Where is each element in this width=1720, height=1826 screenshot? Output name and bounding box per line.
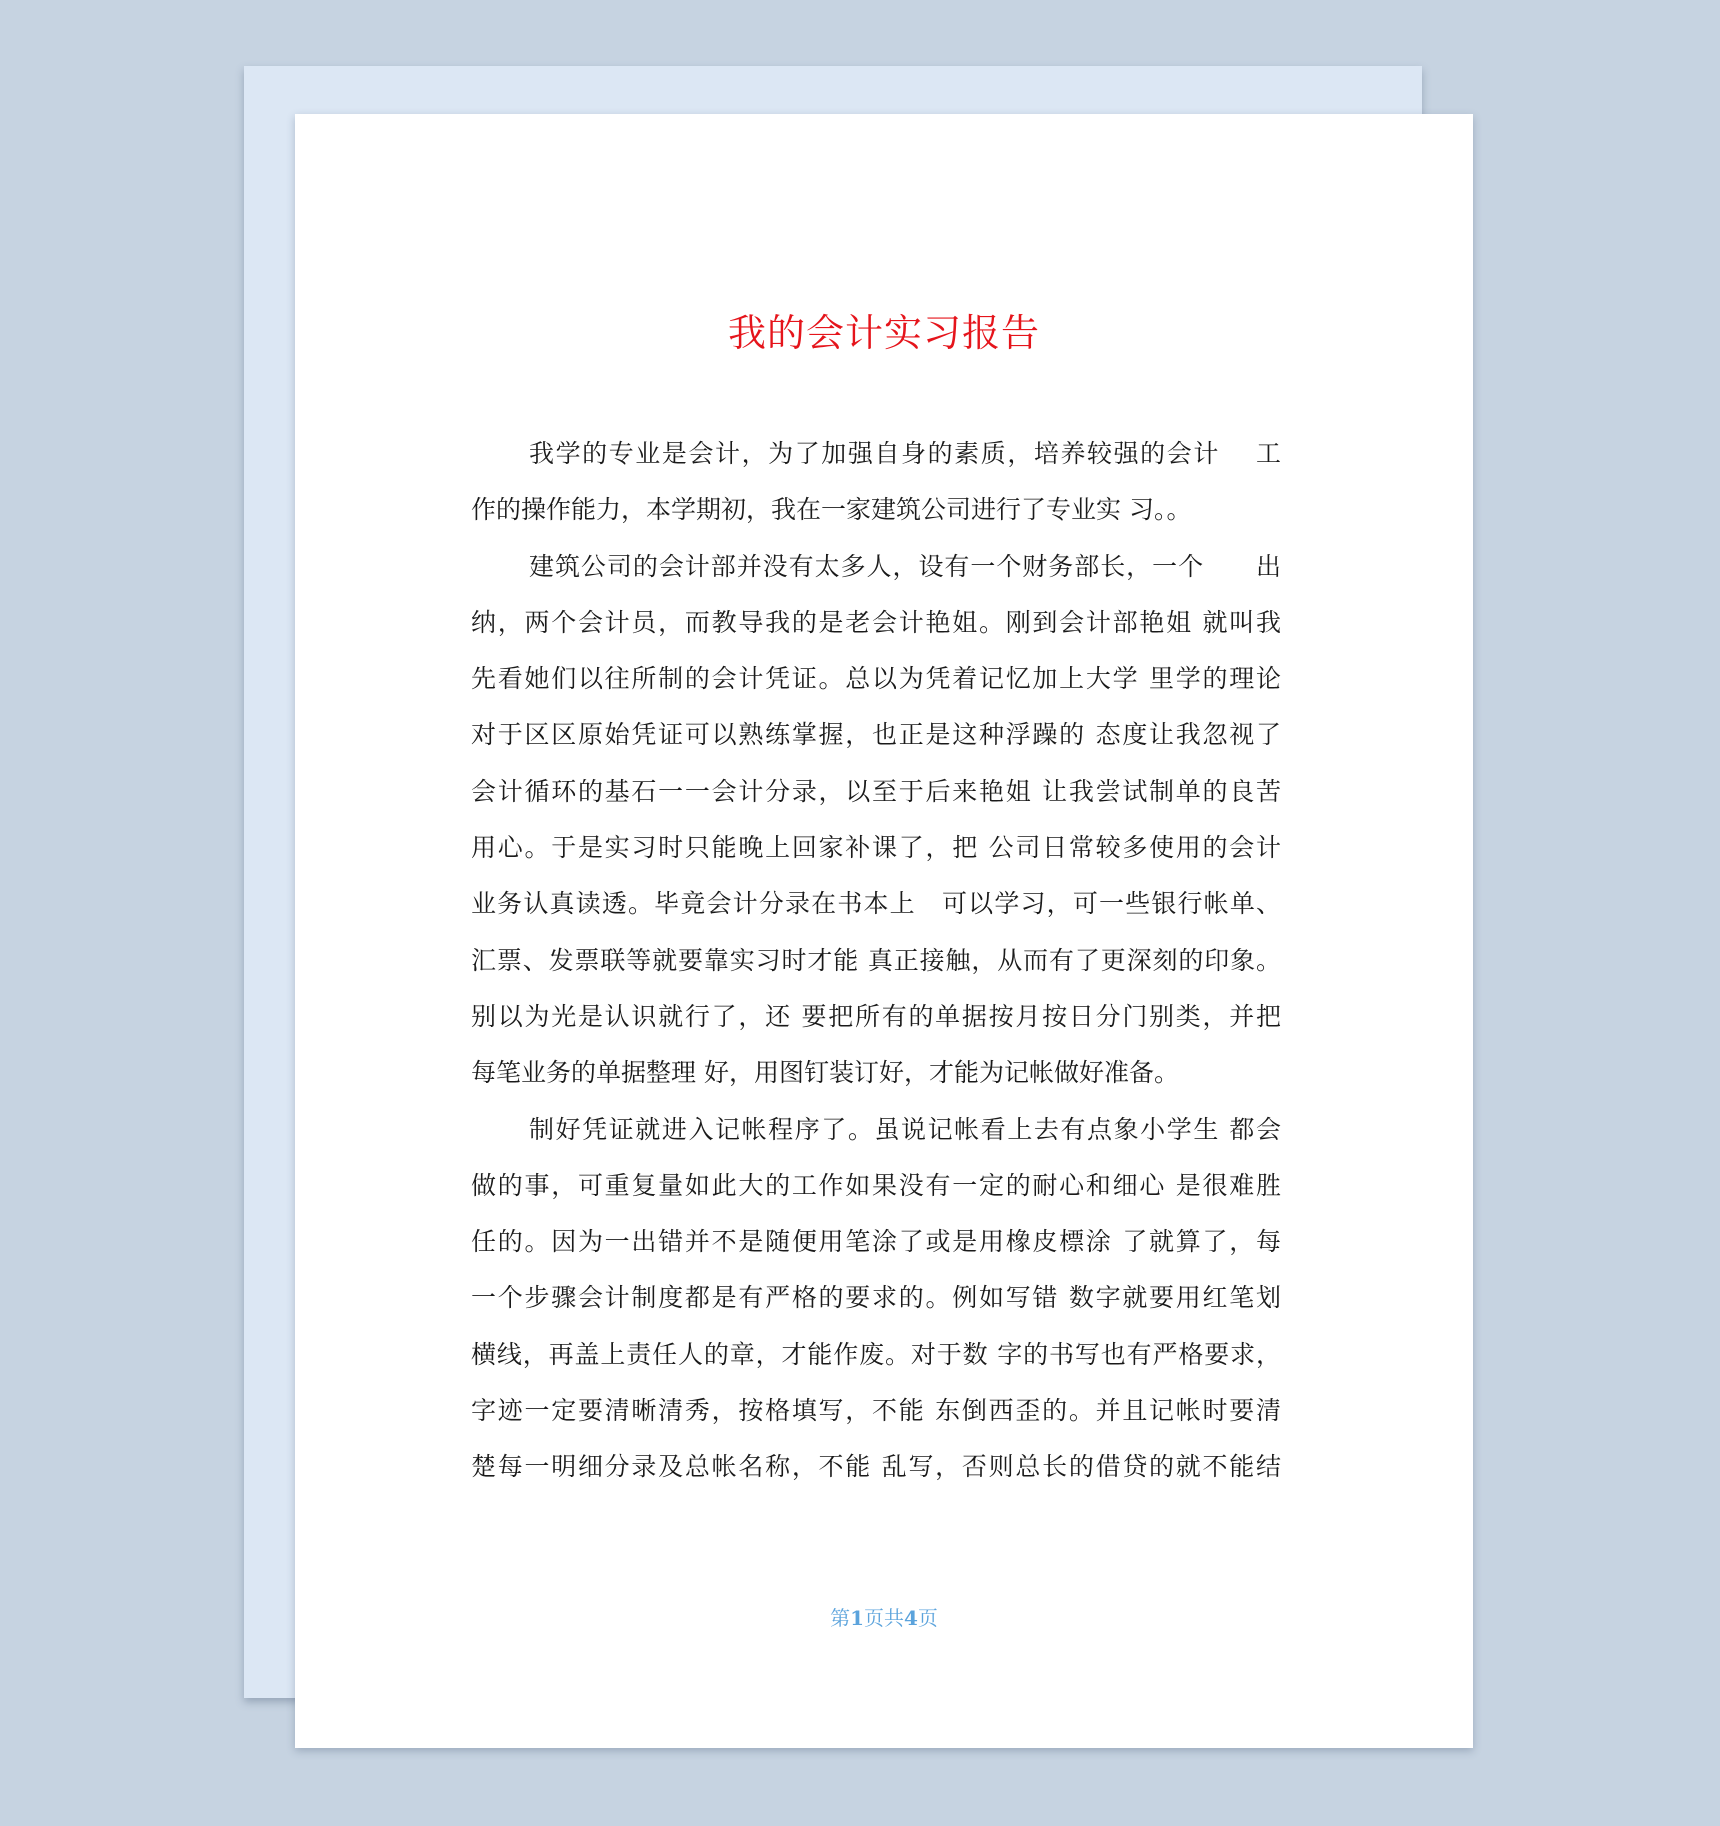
- footer-middle: 页共: [864, 1606, 904, 1630]
- current-page-number: 1: [850, 1606, 864, 1630]
- text-line: 先看她们以往所制的会计凭证。总以为凭着记忆加上大学 里学的理论: [471, 664, 1281, 694]
- footer-prefix: 第: [830, 1606, 851, 1630]
- text-line: 建筑公司的会计部并没有太多人，设有一个财务部长，一个 出: [529, 551, 1281, 581]
- text-line: 楚每一明细分录及总帐名称，不能 乱写，否则总长的借贷的就不能结: [471, 1452, 1281, 1482]
- text-line: 做的事，可重复量如此大的工作如果没有一定的耐心和细心 是很难胜: [471, 1170, 1281, 1200]
- text-line: 用心。于是实习时只能晚上回家补课了，把 公司日常较多使用的会计: [471, 833, 1281, 863]
- text-line: 对于区区原始凭证可以熟练掌握，也正是这种浮躁的 态度让我忽视了: [471, 720, 1281, 750]
- text-line: 横线，再盖上责任人的章，才能作废。对于数 字的书写也有严格要求，: [471, 1339, 1281, 1369]
- document-page: [295, 114, 1473, 1748]
- text-line: 别以为光是认识就行了，还 要把所有的单据按月按日分门别类，并把: [471, 1001, 1281, 1031]
- text-line: 制好凭证就进入记帐程序了。虽说记帐看上去有点象小学生 都会: [529, 1114, 1281, 1144]
- text-line: 业务认真读透。毕竟会计分录在书本上 可以学习，可一些银行帐单、: [471, 889, 1281, 919]
- document-body: [471, 426, 1281, 1496]
- text-line: 每笔业务的单据整理 好，用图钉装订好，才能为记帐做好准备。: [471, 1058, 1179, 1088]
- text-line: 我学的专业是会计，为了加强自身的素质，培养较强的会计 工: [529, 439, 1281, 468]
- page-number-footer: [295, 1604, 1473, 1632]
- total-pages-number: 4: [904, 1606, 918, 1630]
- text-line: 一个步骤会计制度都是有严格的要求的。例如写错 数字就要用红笔划: [471, 1283, 1281, 1313]
- text-line: 汇票、发票联等就要靠实习时才能 真正接触，从而有了更深刻的印象。: [471, 945, 1281, 975]
- text-line: 任的。因为一出错并不是随便用笔涂了或是用橡皮標涂 了就算了，每: [471, 1227, 1281, 1257]
- text-line: 作的操作能力，本学期初，我在一家建筑公司进行了专业实 习。。: [471, 495, 1192, 525]
- text-line: 会计循环的基石一一会计分录，以至于后来艳姐 让我尝试制单的良苦: [471, 776, 1281, 806]
- text-line: 字迹一定要清晰清秀，按格填写，不能 东倒西歪的。并且记帐时要清: [471, 1396, 1281, 1426]
- document-title: 我的会计实习报告: [727, 311, 1040, 355]
- footer-suffix: 页: [917, 1606, 938, 1630]
- text-line: 纳，两个会计员，而教导我的是老会计艳姐。刚到会计部艳姐 就叫我: [471, 607, 1281, 637]
